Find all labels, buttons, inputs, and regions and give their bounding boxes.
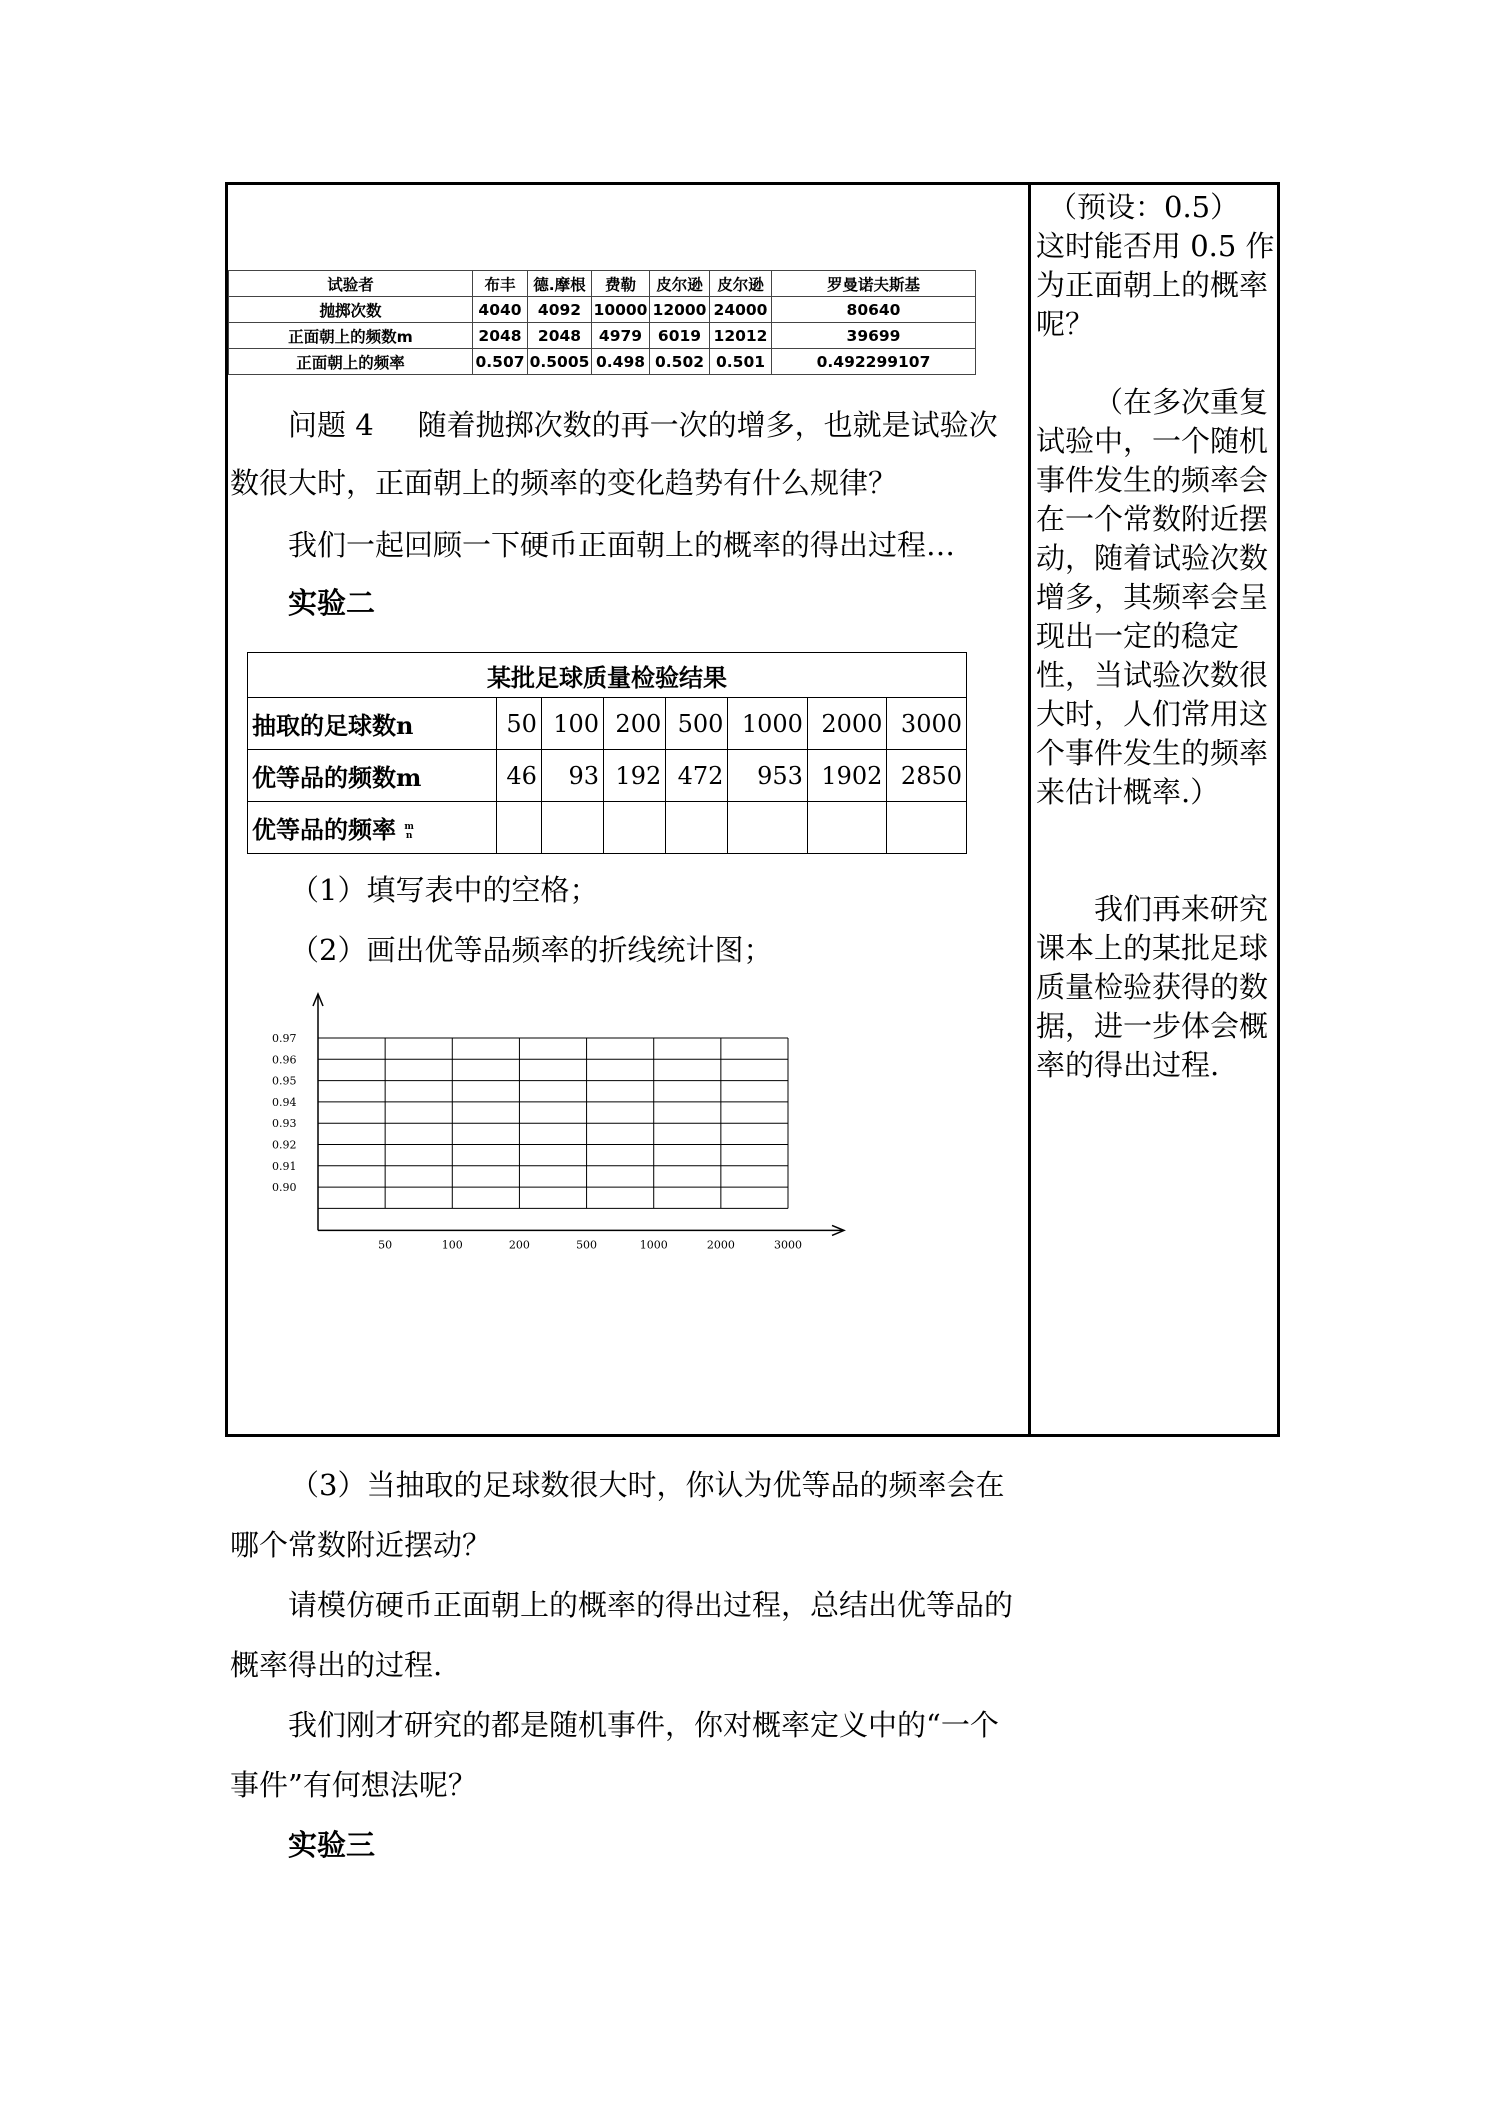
task-2: （2）画出优等品频率的折线统计图； xyxy=(290,933,773,967)
frequency-blank-cell[interactable] xyxy=(497,802,542,854)
table-cell: 2048 xyxy=(473,323,528,349)
football-quality-table xyxy=(247,652,967,854)
m-value-cell: 46 xyxy=(497,750,542,802)
frequency-blank-cell[interactable] xyxy=(887,802,967,854)
y-tick-label: 0.92 xyxy=(272,1138,297,1152)
table-cell: 4040 xyxy=(473,297,528,323)
x-tick-label: 2000 xyxy=(706,1238,735,1252)
random-event-line1: 我们刚才研究的都是随机事件，你对概率定义中的“一个 xyxy=(288,1708,999,1742)
imitate-line2: 概率得出的过程. xyxy=(230,1648,443,1682)
answer-note: （在多次重复试验中，一个随机事件发生的频率会在一个常数附近摆动，随着试验次数增多，其频率会呈现出一定的稳定性，当试验次数很大时，人们常用这个事件发生的频率来估计概率.） xyxy=(1036,385,1269,809)
question-4 xyxy=(230,405,1030,503)
table-cell: 0.492299107 xyxy=(772,349,976,375)
table-row xyxy=(229,297,976,323)
x-tick-label: 200 xyxy=(508,1238,530,1252)
table-cell: 12000 xyxy=(650,297,710,323)
table-cell: 0.502 xyxy=(650,349,710,375)
y-tick-label: 0.93 xyxy=(272,1117,297,1131)
table-caption: 某批足球质量检验结果 xyxy=(248,653,967,698)
next-note: 我们再来研究课本上的某批足球质量检验获得的数据，进一步体会概率的得出过程. xyxy=(1036,892,1269,1082)
row-header: 试验者 xyxy=(229,271,473,297)
column-divider xyxy=(1028,182,1031,1437)
table-cell: 布丰 xyxy=(473,271,528,297)
task-3-line1: （3）当抽取的足球数很大时，你认为优等品的频率会在 xyxy=(290,1468,1005,1502)
table-cell: 4979 xyxy=(592,323,650,349)
table-cell: 德.摩根 xyxy=(528,271,592,297)
table-cell: 费勒 xyxy=(592,271,650,297)
n-value-cell: 200 xyxy=(604,698,666,750)
m-value-cell: 953 xyxy=(728,750,808,802)
row-label-frequency xyxy=(248,802,497,854)
n-value-cell: 2000 xyxy=(807,698,887,750)
table-cell: 24000 xyxy=(710,297,772,323)
y-tick-label: 0.94 xyxy=(272,1095,297,1109)
table-cell: 80640 xyxy=(772,297,976,323)
preset-note: （预设：0.5） xyxy=(1048,190,1240,224)
y-tick-label: 0.97 xyxy=(272,1032,297,1045)
y-tick-label: 0.96 xyxy=(272,1053,297,1067)
n-value-cell: 500 xyxy=(666,698,728,750)
row-header: 正面朝上的频率 xyxy=(229,349,473,375)
row-header: 抛掷次数 xyxy=(229,297,473,323)
x-tick-label: 1000 xyxy=(639,1238,668,1252)
row-header: 正面朝上的频数m xyxy=(229,323,473,349)
table-row xyxy=(229,323,976,349)
frequency-blank-cell[interactable] xyxy=(604,802,666,854)
frequency-blank-cell[interactable] xyxy=(541,802,603,854)
table-cell: 4092 xyxy=(528,297,592,323)
table-cell: 0.501 xyxy=(710,349,772,375)
y-tick-label: 0.91 xyxy=(272,1159,297,1173)
preset-question: 这时能否用 0.5 作为正面朝上的概率呢？ xyxy=(1036,229,1275,341)
table-cell: 0.507 xyxy=(473,349,528,375)
right-column-notes xyxy=(1036,188,1276,1085)
experiment-3-heading: 实验三 xyxy=(288,1828,376,1862)
table-cell: 6019 xyxy=(650,323,710,349)
frequency-blank-cell[interactable] xyxy=(807,802,887,854)
table-row xyxy=(229,349,976,375)
question-4-line1: 随着抛掷次数的再一次的增多，也就是试验次 xyxy=(417,408,998,442)
frequency-line-chart xyxy=(270,990,850,1252)
n-value-cell: 1000 xyxy=(728,698,808,750)
table-row xyxy=(229,271,976,297)
question-4-label: 问题 4 xyxy=(288,408,374,442)
x-tick-label: 3000 xyxy=(774,1238,802,1252)
y-tick-label: 0.95 xyxy=(272,1074,297,1088)
table-cell: 罗曼诺夫斯基 xyxy=(772,271,976,297)
table-cell: 0.5005 xyxy=(528,349,592,375)
frac-num: m xyxy=(404,821,414,832)
table-cell: 12012 xyxy=(710,323,772,349)
table-cell: 皮尔逊 xyxy=(710,271,772,297)
table-cell: 0.498 xyxy=(592,349,650,375)
x-tick-label: 500 xyxy=(576,1238,598,1252)
n-value-cell: 100 xyxy=(541,698,603,750)
m-value-cell: 192 xyxy=(604,750,666,802)
row-label-frequency-text: 优等品的频率 xyxy=(252,815,396,844)
x-tick-label: 100 xyxy=(441,1238,463,1252)
random-event-line2: 事件”有何想法呢？ xyxy=(230,1768,477,1802)
n-value-cell: 3000 xyxy=(887,698,967,750)
fraction-m-over-n xyxy=(404,823,414,841)
frac-den: n xyxy=(405,830,413,841)
task-1: （1）填写表中的空格； xyxy=(290,873,599,907)
table-cell: 10000 xyxy=(592,297,650,323)
frequency-blank-cell[interactable] xyxy=(666,802,728,854)
m-value-cell: 1902 xyxy=(807,750,887,802)
experiment-2-heading: 实验二 xyxy=(288,586,376,620)
m-value-cell: 93 xyxy=(541,750,603,802)
row-label-n: 抽取的足球数n xyxy=(248,698,497,750)
table-cell: 2048 xyxy=(528,323,592,349)
x-tick-label: 50 xyxy=(378,1238,393,1252)
row-label-m: 优等品的频数m xyxy=(248,750,497,802)
y-tick-label: 0.90 xyxy=(272,1181,297,1195)
imitate-line1: 请模仿硬币正面朝上的概率的得出过程，总结出优等品的 xyxy=(288,1588,1014,1622)
task-3-line2: 哪个常数附近摆动？ xyxy=(230,1528,492,1562)
table-cell: 39699 xyxy=(772,323,976,349)
m-value-cell: 2850 xyxy=(887,750,967,802)
n-value-cell: 50 xyxy=(497,698,542,750)
question-4-line2: 数很大时，正面朝上的频率的变化趋势有什么规律？ xyxy=(230,466,898,500)
frequency-blank-cell[interactable] xyxy=(728,802,808,854)
coin-toss-table xyxy=(228,270,976,375)
table-cell: 皮尔逊 xyxy=(650,271,710,297)
review-text: 我们一起回顾一下硬币正面朝上的概率的得出过程… xyxy=(288,528,956,562)
m-value-cell: 472 xyxy=(666,750,728,802)
